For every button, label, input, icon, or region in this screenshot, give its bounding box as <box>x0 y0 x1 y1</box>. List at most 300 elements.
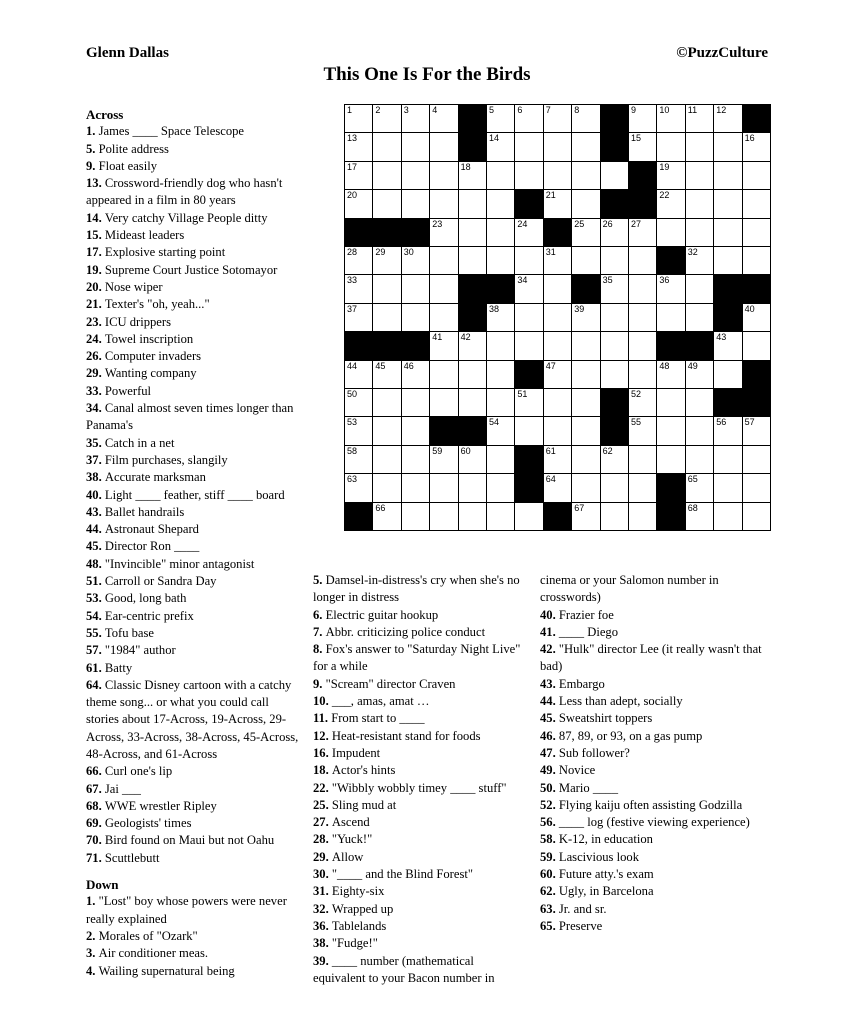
grid-cell <box>373 446 400 473</box>
grid-cell <box>629 304 656 331</box>
down-clue-25 <box>313 797 528 814</box>
grid-cell-number: 18 <box>460 161 471 172</box>
grid-cell <box>402 361 429 388</box>
clue-text: Bird found on Maui but not Oahu <box>104 833 275 848</box>
clue-number: 31. <box>313 884 332 899</box>
clue-number: 43. <box>540 676 559 691</box>
down-clue-58 <box>540 831 770 848</box>
clue-number: 5. <box>86 141 99 156</box>
grid-cell-number: 23 <box>432 218 443 229</box>
across-clue-55 <box>86 625 304 642</box>
clue-number: 21. <box>86 297 105 312</box>
grid-cell <box>487 474 514 501</box>
grid-cell <box>487 417 514 444</box>
grid-cell <box>572 446 599 473</box>
down-clue-45 <box>540 710 770 727</box>
grid-cell-number: 28 <box>347 246 358 257</box>
clue-text: Explosive starting point <box>104 245 226 260</box>
grid-black-square <box>601 417 628 444</box>
grid-black-square <box>402 219 429 246</box>
down-clue-list-part1 <box>86 893 304 979</box>
clue-text: Novice <box>558 763 596 778</box>
clue-text: Morales of "Ozark" <box>98 928 198 943</box>
grid-cell <box>544 446 571 473</box>
grid-cell-number: 61 <box>545 445 556 456</box>
grid-cell <box>373 474 400 501</box>
grid-cell <box>487 332 514 359</box>
grid-cell <box>743 474 770 501</box>
clue-text: Nose wiper <box>104 279 163 294</box>
grid-black-square <box>601 389 628 416</box>
down-clue-1 <box>86 893 304 928</box>
grid-cell-number: 26 <box>602 218 613 229</box>
clue-number: 24. <box>86 331 105 346</box>
clue-number: 42. <box>540 642 559 657</box>
clue-number: 29. <box>313 849 332 864</box>
grid-cell <box>601 247 628 274</box>
clue-number: 35. <box>86 435 105 450</box>
grid-cell-number: 68 <box>687 502 698 513</box>
across-clue-70 <box>86 832 304 849</box>
clue-number: 36. <box>313 918 332 933</box>
down-clue-63 <box>540 901 770 918</box>
grid-cell <box>402 446 429 473</box>
across-clue-51 <box>86 573 304 590</box>
grid-black-square <box>714 275 741 302</box>
across-clue-67 <box>86 781 304 798</box>
grid-cell-number: 51 <box>517 388 528 399</box>
across-clue-34 <box>86 400 304 435</box>
clue-text: Jr. and sr. <box>558 901 607 916</box>
grid-cell <box>487 105 514 132</box>
grid-black-square <box>743 389 770 416</box>
clue-number: 33. <box>86 383 105 398</box>
down-clue-4 <box>86 963 304 980</box>
grid-cell <box>714 503 741 530</box>
clue-text: Astronaut Shepard <box>104 522 199 537</box>
grid-cell <box>572 162 599 189</box>
grid-cell-number: 7 <box>545 105 551 115</box>
clue-number: 13. <box>86 176 105 191</box>
clue-text: Jai ___ <box>104 781 141 796</box>
grid-black-square <box>515 474 542 501</box>
clue-text: Eighty-six <box>331 884 385 899</box>
grid-cell <box>345 133 372 160</box>
clue-text: Computer invaders <box>104 349 202 364</box>
across-clue-61 <box>86 660 304 677</box>
grid-black-square <box>601 133 628 160</box>
clue-number: 16. <box>313 745 332 760</box>
puzzle-title: This One Is For the Birds <box>323 64 531 85</box>
grid-black-square <box>459 105 486 132</box>
grid-cell <box>515 219 542 246</box>
grid-cell <box>686 304 713 331</box>
down-clue-27 <box>313 814 528 831</box>
across-clue-54 <box>86 608 304 625</box>
across-clue-38 <box>86 469 304 486</box>
clue-number: 39. <box>313 953 332 968</box>
grid-cell <box>402 162 429 189</box>
clue-number: 52. <box>540 797 559 812</box>
grid-cell <box>714 417 741 444</box>
across-clue-14 <box>86 210 304 227</box>
clue-number: 56. <box>540 815 559 830</box>
clue-number: 27. <box>313 815 332 830</box>
clue-text: Abbr. criticizing police conduct <box>325 624 486 639</box>
clue-text: Texter's "oh, yeah..." <box>104 297 210 312</box>
down-clue-2 <box>86 928 304 945</box>
grid-cell <box>487 389 514 416</box>
grid-cell <box>686 105 713 132</box>
copyright-notice: ©PuzzCulture <box>676 45 768 61</box>
clue-number: 30. <box>313 867 332 882</box>
grid-cell <box>430 361 457 388</box>
down-clue-59 <box>540 849 770 866</box>
grid-cell <box>629 361 656 388</box>
grid-cell <box>402 133 429 160</box>
grid-black-square <box>459 275 486 302</box>
grid-cell <box>459 389 486 416</box>
grid-black-square <box>657 332 684 359</box>
grid-cell <box>345 389 372 416</box>
grid-black-square <box>345 503 372 530</box>
across-clue-19 <box>86 262 304 279</box>
grid-black-square <box>657 247 684 274</box>
clue-number: 38. <box>86 470 105 485</box>
clue-number: 65. <box>540 918 559 933</box>
grid-cell <box>345 190 372 217</box>
grid-cell <box>459 219 486 246</box>
grid-cell-number: 54 <box>488 417 499 428</box>
grid-black-square <box>515 190 542 217</box>
grid-black-square <box>686 332 713 359</box>
down-clue-18 <box>313 762 528 779</box>
clue-number: 40. <box>540 607 559 622</box>
grid-cell <box>402 304 429 331</box>
down-clue-50 <box>540 780 770 797</box>
grid-cell-number: 32 <box>687 246 698 257</box>
clue-number: 45. <box>86 539 105 554</box>
clue-text: "Hulk" director Lee (it really wasn't that bad) <box>540 642 762 674</box>
clue-number: 46. <box>540 728 559 743</box>
grid-cell <box>743 133 770 160</box>
grid-black-square <box>714 389 741 416</box>
across-clue-40 <box>86 487 304 504</box>
clue-number: 15. <box>86 228 105 243</box>
grid-cell <box>373 275 400 302</box>
clue-number: 44. <box>540 694 559 709</box>
clue-number: 17. <box>86 245 105 260</box>
down-clue-46 <box>540 728 770 745</box>
grid-cell <box>345 275 372 302</box>
clue-text: Sweatshirt toppers <box>558 711 653 726</box>
grid-cell <box>345 304 372 331</box>
across-clue-69 <box>86 815 304 832</box>
clue-text: Light ____ feather, stiff ____ board <box>104 487 285 502</box>
grid-black-square <box>629 162 656 189</box>
clue-text: Preserve <box>558 918 603 933</box>
grid-cell <box>459 474 486 501</box>
grid-cell <box>686 275 713 302</box>
grid-cell <box>430 474 457 501</box>
grid-cell <box>373 190 400 217</box>
clue-number: 3. <box>86 946 99 961</box>
down-clue-28 <box>313 831 528 848</box>
grid-cell <box>430 503 457 530</box>
grid-cell <box>345 361 372 388</box>
clue-text: Mario ____ <box>558 780 619 795</box>
grid-cell <box>714 219 741 246</box>
grid-cell <box>430 275 457 302</box>
grid-black-square <box>657 503 684 530</box>
clue-text: ____ log (festive viewing experience) <box>558 815 750 830</box>
grid-cell <box>430 389 457 416</box>
down-clue-62 <box>540 883 770 900</box>
grid-cell <box>402 275 429 302</box>
clue-text: Powerful <box>104 383 152 398</box>
grid-cell <box>657 446 684 473</box>
clue-text: Classic Disney cartoon with a catchy theme song... or what you could call stories about 17-Across, 19-Across, 29-Across, 33-Across, 38-Across, 45-Across, 48-Across, and 61-Across <box>86 677 299 761</box>
clue-number: 48. <box>86 556 105 571</box>
grid-cell <box>686 446 713 473</box>
grid-cell <box>743 417 770 444</box>
grid-cell <box>459 361 486 388</box>
clue-text: Tablelands <box>331 918 387 933</box>
grid-cell <box>743 446 770 473</box>
grid-black-square <box>601 105 628 132</box>
clue-number: 10. <box>313 694 332 709</box>
across-clue-5 <box>86 141 304 158</box>
grid-cell-number: 25 <box>574 218 585 229</box>
clue-text: ICU drippers <box>104 314 171 329</box>
clue-text: K-12, in education <box>558 832 653 847</box>
grid-cell <box>487 304 514 331</box>
grid-cell <box>686 361 713 388</box>
grid-cell-number: 10 <box>659 105 670 115</box>
grid-cell <box>743 247 770 274</box>
grid-black-square <box>345 332 372 359</box>
grid-cell <box>601 446 628 473</box>
clue-text: Embargo <box>558 676 605 691</box>
grid-cell <box>430 219 457 246</box>
clue-number: 57. <box>86 643 105 658</box>
grid-cell <box>743 503 770 530</box>
down-clues-column-2 <box>313 572 528 987</box>
grid-cell <box>515 247 542 274</box>
grid-cell <box>686 190 713 217</box>
grid-cell <box>373 304 400 331</box>
grid-cell <box>373 417 400 444</box>
grid-cell-number: 8 <box>574 105 580 115</box>
grid-cell <box>657 417 684 444</box>
grid-cell <box>572 332 599 359</box>
across-clue-37 <box>86 452 304 469</box>
down-clues-column-3 <box>540 572 770 935</box>
clue-text: Air conditioner meas. <box>98 946 209 961</box>
grid-cell <box>572 361 599 388</box>
clue-text: James ____ Space Telescope <box>98 124 245 139</box>
grid-cell-number: 19 <box>659 161 670 172</box>
grid-cell <box>572 105 599 132</box>
grid-cell-number: 65 <box>687 474 698 485</box>
grid-cell <box>430 190 457 217</box>
grid-cell <box>629 247 656 274</box>
grid-cell <box>430 162 457 189</box>
clue-text: Accurate marksman <box>104 470 206 485</box>
clue-text: Very catchy Village People ditty <box>104 210 268 225</box>
clue-text: Batty <box>104 660 133 675</box>
clue-number: 37. <box>86 452 105 467</box>
grid-cell-number: 64 <box>545 474 556 485</box>
across-clues-column <box>86 106 304 980</box>
across-clue-64 <box>86 677 304 763</box>
grid-cell <box>515 304 542 331</box>
grid-black-square <box>373 219 400 246</box>
grid-cell-number: 17 <box>347 161 358 172</box>
clue-text: ____ number (mathematical equivalent to your Bacon number in <box>313 953 495 985</box>
down-clue-40 <box>540 607 770 624</box>
clue-number: 61. <box>86 660 105 675</box>
down-clue-12 <box>313 728 528 745</box>
grid-cell <box>572 190 599 217</box>
down-clue-5 <box>313 572 528 607</box>
clue-number: 6. <box>313 607 326 622</box>
grid-cell-number: 12 <box>716 105 727 115</box>
clue-text: Good, long bath <box>104 591 187 606</box>
grid-cell <box>459 503 486 530</box>
grid-cell <box>601 503 628 530</box>
grid-cell-number: 5 <box>488 105 494 115</box>
grid-cell-number: 41 <box>432 332 443 343</box>
grid-cell <box>686 474 713 501</box>
grid-cell <box>544 361 571 388</box>
grid-cell <box>714 446 741 473</box>
grid-cell <box>515 332 542 359</box>
grid-cell <box>601 275 628 302</box>
grid-cell-number: 27 <box>630 218 641 229</box>
grid-cell-number: 35 <box>602 275 613 286</box>
grid-cell <box>657 219 684 246</box>
clue-text: Tofu base <box>104 625 155 640</box>
grid-cell <box>572 503 599 530</box>
down-clue-41 <box>540 624 770 641</box>
clue-text: "Fudge!" <box>331 936 378 951</box>
down-clue-36 <box>313 918 528 935</box>
grid-cell <box>629 219 656 246</box>
grid-cell <box>345 247 372 274</box>
clue-number: 5. <box>313 573 326 587</box>
grid-cell <box>459 162 486 189</box>
down-clue-44 <box>540 693 770 710</box>
grid-cell <box>487 219 514 246</box>
down-clue-42 <box>540 641 770 676</box>
grid-black-square <box>459 133 486 160</box>
down-clue-9 <box>313 676 528 693</box>
down-clue-47 <box>540 745 770 762</box>
clue-number: 49. <box>540 763 559 778</box>
across-clue-44 <box>86 521 304 538</box>
grid-cell <box>572 389 599 416</box>
clue-text: Future atty.'s exam <box>558 867 654 882</box>
clue-number: 34. <box>86 401 105 416</box>
grid-cell <box>601 332 628 359</box>
clue-number: 9. <box>86 158 99 173</box>
grid-cell-number: 11 <box>687 105 698 115</box>
grid-cell <box>657 389 684 416</box>
grid-cell <box>686 219 713 246</box>
clue-text: Ballet handrails <box>104 504 185 519</box>
grid-black-square <box>345 219 372 246</box>
clue-text: Allow <box>331 849 364 864</box>
clue-text: Polite address <box>98 141 169 156</box>
across-clue-71 <box>86 850 304 867</box>
grid-cell <box>430 105 457 132</box>
clue-text: Film purchases, slangily <box>104 452 228 467</box>
clue-number: 7. <box>313 624 326 639</box>
clue-number: 41. <box>540 624 559 639</box>
across-heading: Across <box>86 107 124 122</box>
grid-cell <box>430 133 457 160</box>
grid-cell-number: 55 <box>630 417 641 428</box>
across-clue-13 <box>86 175 304 210</box>
down-clue-10 <box>313 693 528 710</box>
clue-number: 9. <box>313 676 326 691</box>
down-clue-continuation: cinema or your Salomon number in crosswords) <box>540 573 719 605</box>
grid-cell <box>402 105 429 132</box>
grid-cell <box>601 219 628 246</box>
grid-cell <box>686 133 713 160</box>
grid-cell <box>515 275 542 302</box>
grid-cell <box>515 133 542 160</box>
grid-cell-number: 21 <box>545 190 556 201</box>
clue-number: 11. <box>313 711 332 726</box>
grid-cell <box>714 332 741 359</box>
grid-cell <box>459 247 486 274</box>
grid-cell <box>544 474 571 501</box>
clue-text: Ear-centric prefix <box>104 608 194 623</box>
grid-black-square <box>743 105 770 132</box>
down-clue-3 <box>86 945 304 962</box>
clue-number: 22. <box>313 780 332 795</box>
grid-cell <box>373 389 400 416</box>
down-clue-38 <box>313 935 528 952</box>
grid-cell <box>487 361 514 388</box>
across-clue-15 <box>86 227 304 244</box>
across-clue-43 <box>86 504 304 521</box>
grid-cell-number: 45 <box>375 360 386 371</box>
grid-cell-number: 16 <box>744 133 755 144</box>
grid-cell <box>459 332 486 359</box>
clue-text: Sling mud at <box>331 797 397 812</box>
clue-number: 59. <box>540 849 559 864</box>
across-clue-20 <box>86 279 304 296</box>
grid-cell <box>657 304 684 331</box>
clue-text: Flying kaiju often assisting Godzilla <box>558 797 743 812</box>
clue-number: 32. <box>313 901 332 916</box>
clue-number: 43. <box>86 504 105 519</box>
grid-cell <box>629 275 656 302</box>
grid-cell <box>544 190 571 217</box>
grid-cell <box>629 389 656 416</box>
clue-text: 87, 89, or 93, on a gas pump <box>558 728 703 743</box>
grid-cell <box>714 247 741 274</box>
grid-cell <box>487 133 514 160</box>
clue-number: 23. <box>86 314 105 329</box>
clue-text: Lascivious look <box>558 849 639 864</box>
down-clue-49 <box>540 762 770 779</box>
grid-cell-number: 9 <box>630 105 636 115</box>
across-clue-57 <box>86 642 304 659</box>
